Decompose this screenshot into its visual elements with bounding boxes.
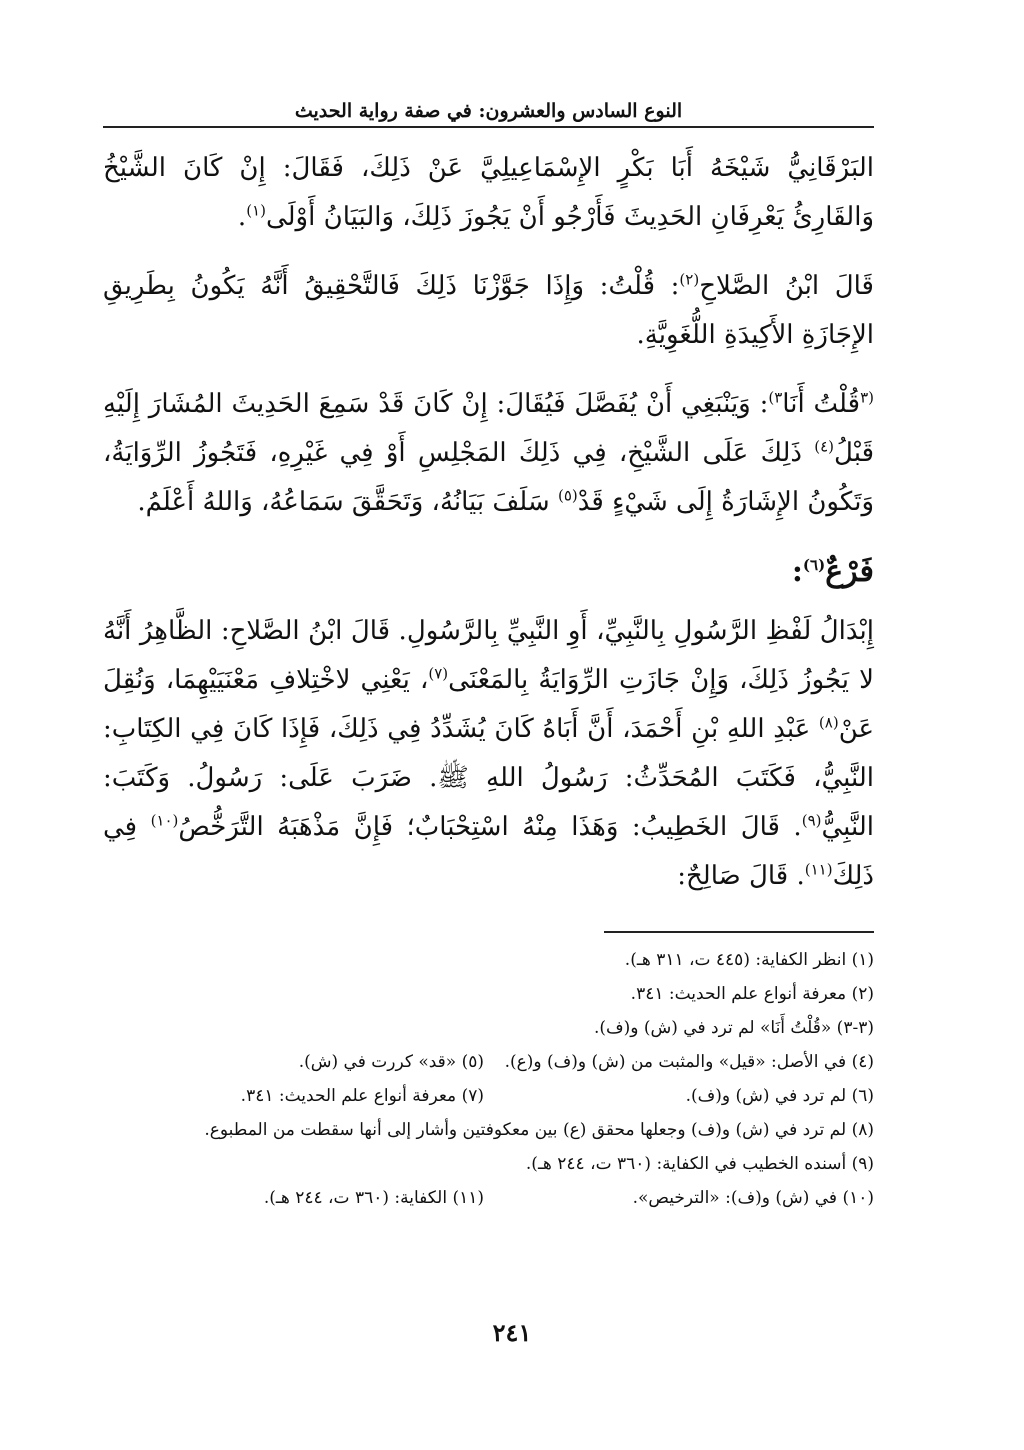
footnote-2: (٢) معرفة أنواع علم الحديث: ٣٤١. (630, 984, 874, 1004)
paragraph-2-text-a: قَالَ ابْنُ الصَّلاحِ (699, 271, 874, 301)
footnote-11: (١١) الكفاية: (٣٦٠ ت، ٢٤٤ هـ). (263, 1188, 484, 1208)
footnote-3: (٣-٣) «قُلْتُ أَنَا» لم ترد في (ش) و(ف). (593, 1018, 874, 1038)
footnote-ref-1: (١) (246, 201, 266, 220)
footnote-row-10-11 (103, 1181, 874, 1215)
paragraph-2-text-b: : قُلْتُ: وَإِذَا جَوَّزْنَا ذَلِكَ فَالتَّحْقِيقُ أَنَّهُ يَكُونُ بِطَرِيقِ الإِجَازَةِ الأَكِيدَةِ اللُّغَوِيَّةِ. (103, 271, 874, 350)
footnote-ref-11: (١١) (804, 860, 833, 879)
footnote-ref-4: (٤) (814, 437, 835, 456)
section-heading-text: فَرْعٌ (825, 554, 874, 589)
footnote-10: (١٠) في (ش) و(ف): «الترخيص». (632, 1188, 874, 1208)
paragraph-3 (103, 380, 874, 527)
footnote-ref-2: (٢) (679, 270, 700, 289)
section-heading (103, 547, 874, 597)
paragraph-4-text-f: . قَالَ صَالِحٌ: (677, 861, 805, 891)
paragraph-4-text-a: إِبْدَالُ لَفْظِ الرَّسُولِ بِالنَّبِيِّ، أَوِ النَّبِيِّ بِالرَّسُولِ. قَالَ ابْنُ الصَّلاحِ: الظَّاهِرُ أَنَّهُ لا يَجُوزُ ذَلِكَ، وَإِنْ جَازَتِ الرِّوَايَةُ بِالمَعْنَى (103, 616, 874, 695)
running-header: النوع السادس والعشرون: في صفة رواية الحديث (294, 100, 683, 122)
paragraph-1-text: البَرْقَانِيُّ شَيْخَهُ أَبَا بَكْرٍ الإِسْمَاعِيلِيَّ عَنْ ذَلِكَ، فَقَالَ: إِنْ كَانَ الشَّيْخُ وَالقَارِئُ يَعْرِفَانِ الحَدِيثَ فَأَرْجُو أَنْ يَجُوزَ ذَلِكَ، وَالبَيَانُ أَوْلَى (103, 153, 874, 232)
footnote-row-4-5 (103, 1045, 874, 1079)
paragraph-3-text-a: قُلْتُ أَنَا (782, 389, 861, 419)
paragraph-2 (103, 262, 874, 360)
footnote-ref-3-open: (٣ (860, 388, 875, 407)
footnote-5: (٥) «قد» كررت في (ش). (298, 1052, 484, 1072)
paragraph-1 (103, 144, 874, 242)
footnotes-rule (604, 931, 874, 933)
paragraph-4-text-d: . قَالَ الخَطِيبُ: وَهَذَا مِنْهُ اسْتِحْبَابٌ؛ فَإِنَّ مَذْهَبَهُ التَّرَخُّصُ (178, 812, 802, 842)
footnote-7: (٧) معرفة أنواع علم الحديث: ٣٤١. (240, 1086, 484, 1106)
paragraph-4-text-e: فِي ذَلِكَ (103, 812, 874, 891)
footnote-8: (٨) لم ترد في (ش) و(ف) وجعلها محقق (ع) بين معكوفتين وأشار إلى أنها سقطت من المطبوع. (204, 1120, 874, 1140)
footnote-ref-3-close: ٣) (768, 388, 783, 407)
paragraph-3-text-c: ذَلِكَ عَلَى الشَّيْخِ، فِي ذَلِكَ المَجْلِسِ أَوْ فِي غَيْرِهِ، فَتَجُوزُ الرِّوَايَةُ، وَتَكُونُ الإِشَارَةُ إِلَى شَيْءٍ قَدْ (103, 438, 874, 517)
footnote-ref-8: (٨) (818, 713, 839, 732)
page-number: ٢٤١ (492, 1318, 532, 1347)
footnote-row-6-7 (103, 1079, 874, 1113)
footnote-ref-10: (١٠) (150, 811, 179, 830)
paragraph-4-text-b: ، يَعْنِي لاخْتِلافِ مَعْنَيَيْهِمَا، وَنُقِلَ عَنْ (103, 665, 874, 744)
footnote-ref-6: (٦) (802, 556, 826, 574)
footnote-ref-5: (٥) (557, 486, 578, 505)
footnote-1: (١) انظر الكفاية: (٤٤٥ ت، ٣١١ هـ). (624, 950, 874, 970)
footnote-4: (٤) في الأصل: «قيل» والمثبت من (ش) و(ف) و(ع). (504, 1052, 874, 1072)
paragraph-1-end: . (237, 202, 247, 232)
paragraph-4 (103, 607, 874, 901)
paragraph-4-text-c: عَبْدِ اللهِ بْنِ أَحْمَدَ، أَنَّ أَبَاهُ كَانَ يُشَدِّدُ فِي ذَلِكَ، فَإِذَا كَانَ فِي الكِتَابِ: النَّبِيُّ، فَكَتَبَ المُحَدِّثُ: رَسُولُ اللهِ ﷺ. ضَرَبَ عَلَى: رَسُولُ. وَكَتَبَ: النَّبِيُّ (103, 714, 874, 842)
paragraph-3-text-b: : وَيَنْبَغِي أَنْ يُفَصَّلَ فَيُقَالَ: إِنْ كَانَ قَدْ سَمِعَ الحَدِيثَ المُشَارَ إِلَيْهِ قَبْلُ (103, 389, 874, 468)
footnote-6: (٦) لم ترد في (ش) و(ف). (685, 1086, 874, 1106)
section-heading-colon: : (791, 554, 803, 589)
paragraph-3-text-d: سَلَفَ بَيَانُهُ، وَتَحَقَّقَ سَمَاعُهُ، وَاللهُ أَعْلَمُ. (137, 487, 558, 517)
header-rule (103, 126, 874, 128)
footnotes (103, 943, 874, 1215)
footnote-ref-9: (٩) (801, 811, 822, 830)
footnote-9: (٩) أسنده الخطيب في الكفاية: (٣٦٠ ت، ٢٤٤ هـ). (525, 1154, 874, 1174)
footnote-ref-7: (٧) (428, 664, 449, 683)
